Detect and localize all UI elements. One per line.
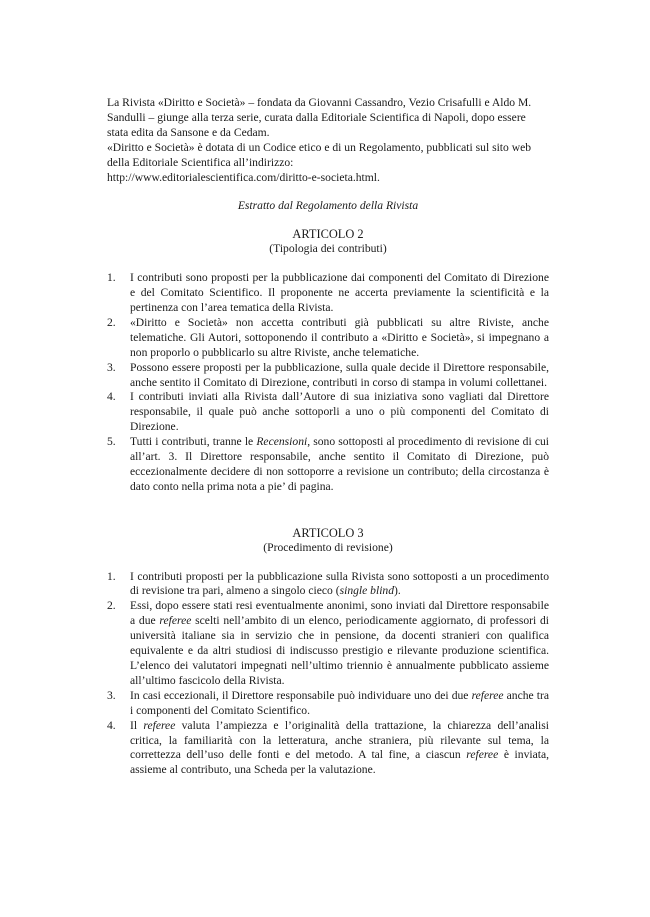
item-number: 4.	[107, 390, 116, 404]
item-text: «Diritto e Società» non accetta contributi già pubblicati su altre Riviste, anche telematiche. Gli Autori, sottoponendo il contributo a «Diritto e Società», si impegnano a non proporlo o pubblicarlo su altre Riviste, anche telematiche.	[130, 315, 549, 359]
list-item	[107, 435, 549, 495]
item-emphasis: referee	[466, 748, 499, 762]
article-2-heading	[107, 227, 549, 257]
item-number: 1.	[107, 271, 116, 285]
item-number: 3.	[107, 688, 116, 702]
item-number: 1.	[107, 569, 116, 583]
item-emphasis: Recensioni	[256, 435, 308, 449]
item-text: I contributi inviati alla Rivista dall’Autore di sua iniziativa sono vagliati dal Direttore responsabile, il quale può anche sottoporli a uno o più componenti del Comitato di Direzione.	[130, 390, 549, 434]
item-text: Essi, dopo essere stati resi eventualmente anonimi, sono inviati dal Direttore responsabile a due	[130, 599, 549, 628]
item-number: 5.	[107, 435, 116, 449]
article-3-title: ARTICOLO 3	[292, 525, 364, 540]
item-number: 3.	[107, 360, 116, 374]
item-text: scelti nell’ambito di un elenco, periodicamente aggiornato, di professori di università italiane sia in servizio che in pensione, da docenti stranieri con qualifica equivalente e da altri studiosi di indiscusso prestigio e rilevante produzione scientifica. L’elenco dei valutatori impegnati nell’ultimo triennio è annualmente pubblicato assieme all’ultimo fascicolo della Rivista.	[130, 614, 550, 687]
item-text: Tutti i contributi, tranne le	[130, 435, 257, 449]
intro-paragraph-2: «Diritto e Società» è dotata di un Codice etico e di un Regolamento, pubblicati sul sito web della Editoriale Scientifica all’indirizzo:	[107, 140, 532, 169]
item-text: I contributi sono proposti per la pubblicazione dai componenti del Comitato di Direzione e del Comitato Scientifico. Il proponente ne accerta previamente la scientificità e la pertinenza con l’area tematica della Rivista.	[130, 271, 549, 314]
list-item	[107, 390, 549, 435]
intro-paragraph-1: La Rivista «Diritto e Società» – fondata da Giovanni Cassandro, Vezio Crisafulli e Aldo M. Sandulli – giunge alla terza serie, curata dalla Editoriale Scientifica di Napoli, dopo essere stata edita da Sansone e da Cedam.	[107, 96, 532, 139]
item-emphasis: referee	[471, 688, 504, 702]
list-item	[107, 361, 549, 391]
website-url[interactable]: http://www.editorialescientifica.com/diritto-e-societa.html.	[107, 170, 380, 184]
item-text: Possono essere proposti per la pubblicazione, sulla quale decide il Direttore responsabile, anche sentito il Comitato di Direzione, contributi in corso di stampa in volumi collettanei.	[130, 360, 549, 389]
article-3-subtitle: (Procedimento di revisione)	[263, 540, 393, 554]
item-text: , sono sottoposti al procedimento di revisione di cui all’art. 3. Il Direttore responsabile, anche sentito il Comitato di Direzione, può eccezionalmente decidere di non sottoporre a revisione un contributo; della circostanza è dato conto nella prima nota a pie’ di pagina.	[130, 435, 549, 493]
item-text: I contributi proposti per la pubblicazione sulla Rivista sono sottoposti a un procedimento di revisione tra pari, almeno a singolo cieco (	[130, 569, 549, 598]
article-2-list	[107, 271, 549, 495]
item-emphasis: single blind	[339, 584, 395, 598]
item-text: In casi eccezionali, il Direttore responsabile può individuare uno dei due	[130, 688, 472, 702]
list-item	[107, 689, 549, 719]
article-3-list	[107, 570, 549, 779]
article-2-subtitle: (Tipologia dei contributi)	[269, 242, 387, 256]
item-emphasis: referee	[143, 718, 176, 732]
item-text: Il	[130, 718, 144, 732]
article-3-heading	[107, 526, 549, 556]
item-text: anche tra i componenti del Comitato Scientifico.	[130, 688, 549, 717]
intro-section	[107, 96, 549, 185]
item-number: 2.	[107, 599, 116, 613]
item-number: 4.	[107, 718, 116, 732]
list-item	[107, 599, 549, 688]
item-text: è inviata, assieme al contributo, una Scheda per la valutazione.	[130, 748, 549, 777]
item-emphasis: referee	[159, 614, 192, 628]
item-text: valuta l’ampiezza e l’originalità della trattazione, la chiarezza dell’analisi critica, la familiarità con la letteratura, anche straniera, più rilevante sul tema, la correttezza dell’uso delle fonti e del metodo. A tal fine, a ciascun	[130, 718, 549, 762]
list-item	[107, 271, 549, 316]
extract-subtitle: Estratto dal Regolamento della Rivista	[237, 199, 419, 213]
item-text: ).	[394, 584, 401, 598]
page-content	[107, 96, 549, 778]
list-item	[107, 316, 549, 361]
article-2-title: ARTICOLO 2	[292, 227, 364, 242]
item-number: 2.	[107, 315, 116, 329]
list-item	[107, 719, 549, 779]
list-item	[107, 570, 549, 600]
